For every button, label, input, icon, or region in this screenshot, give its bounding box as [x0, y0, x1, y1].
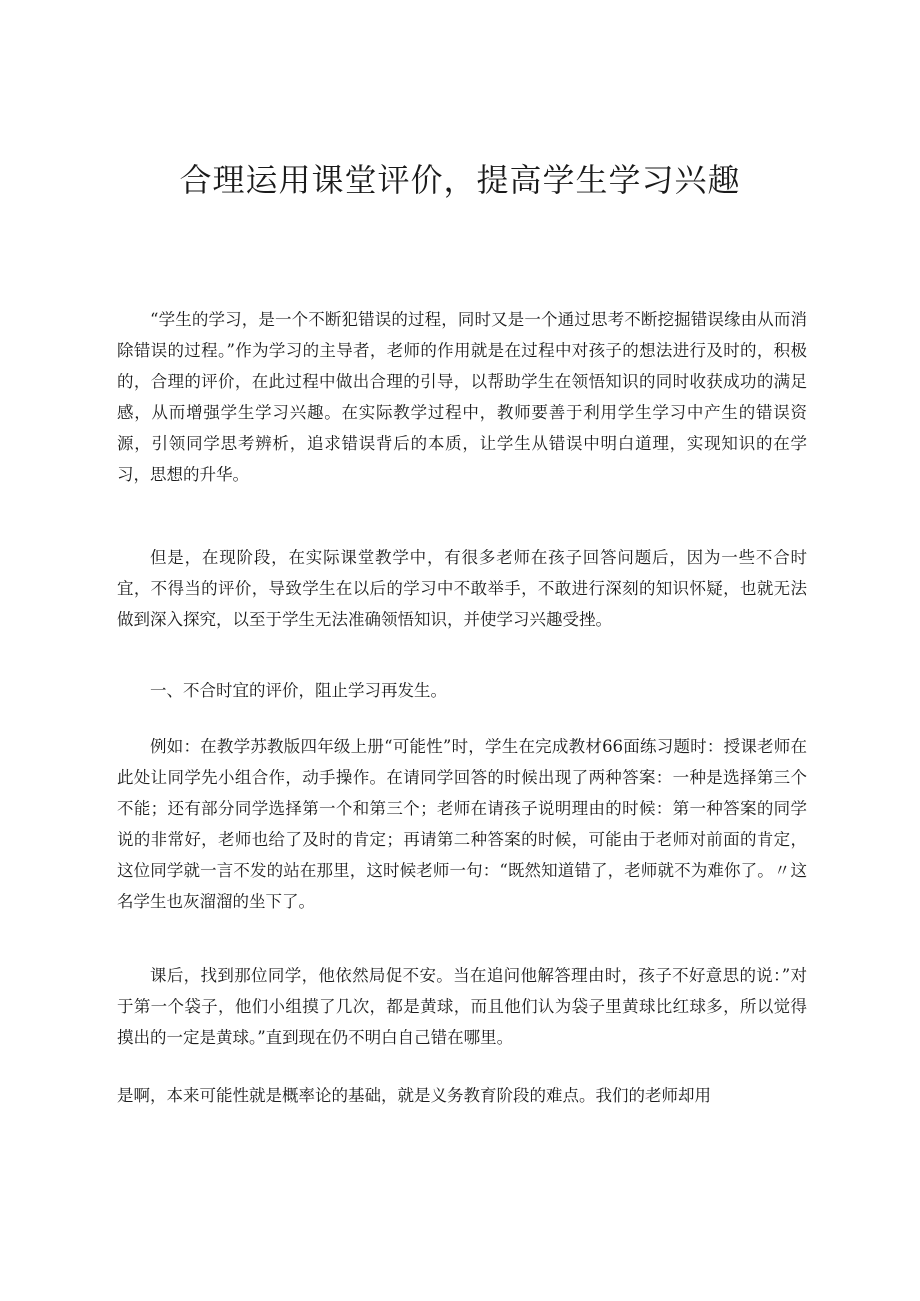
paragraph-problem: 但是，在现阶段，在实际课堂教学中，有很多老师在孩子回答问题后，因为一些不合时宜，不得当的评价，导致学生在以后的学习中不敢举手，不敢进行深刻的知识怀疑，也就无法做到深入探究，以至于学生无法准确领悟知识，并使学习兴趣受挫。: [117, 548, 807, 629]
paragraph-followup: 课后，找到那位同学，他依然局促不安。当在追问他解答理由时，孩子不好意思的说：”对于第一个袋子，他们小组摸了几次，都是黄球，而且他们认为袋子里黄球比红球多，所以觉得摸出的一定是黄球。”直到现在仍不明白自己错在哪里。: [117, 966, 807, 1047]
document-title: 合理运用课堂评价，提高学生学习兴趣: [179, 161, 741, 199]
paragraph-example: 例如：在教学苏教版四年级上册“可能性”时，学生在完成教材66面练习题时：授课老师在此处让同学先小组合作，动手操作。在请同学回答的时候出现了两种答案：一种是选择第三个不能；还有部分同学选择第一个和第三个；老师在请孩子说明理由的时候：第一种答案的同学说的非常好，老师也给了及时的肯定；再请第二种答案的时候，可能由于老师对前面的肯定，这位同学就一言不发的站在那里，这时候老师一句：“既然知道错了，老师就不为难你了。〃这名学生也灰溜溜的坐下了。: [117, 737, 807, 911]
paragraph-conclusion: 是啊，本来可能性就是概率论的基础，就是义务教育阶段的难点。我们的老师却用: [117, 1086, 711, 1105]
paragraph-intro: “学生的学习，是一个不断犯错误的过程，同时又是一个通过思考不断挖掘错误缘由从而消除错误的过程。”作为学习的主导者，老师的作用就是在过程中对孩子的想法进行及时的，积极的，合理的评价，在此过程中做出合理的引导，以帮助学生在领悟知识的同时收获成功的满足感，从而增强学生学习兴趣。在实际教学过程中，教师要善于利用学生学习中产生的错误资源，引领同学思考辨析，追求错误背后的本质，让学生从错误中明白道理，实现知识的在学习，思想的升华。: [117, 310, 807, 484]
section-heading: 一、不合时宜的评价，阻止学习再发生。: [150, 681, 447, 700]
